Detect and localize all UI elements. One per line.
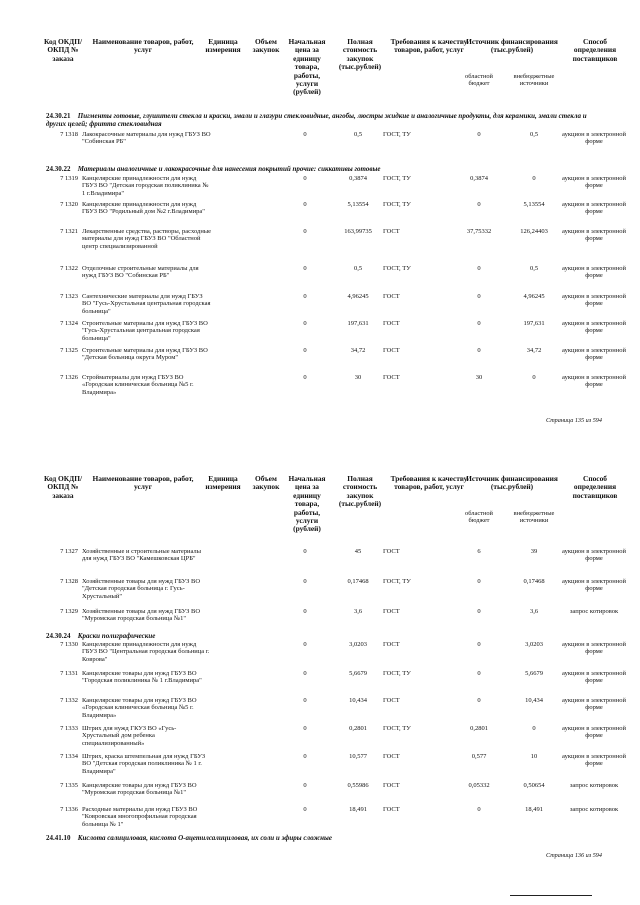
header-regional: областной бюджет [465, 510, 493, 524]
section-title: Кислота салициловая, кислота О-ацетилсалициловая, их соли и эфиры сложные [77, 834, 332, 842]
header-full-cost: Полная стоимость закупок (тыс.рублей) [338, 474, 382, 509]
extra-budget: 0 [532, 725, 536, 732]
order-number: 7 1327 [60, 548, 78, 555]
extra-budget: 0,17468 [523, 578, 545, 585]
procurement-method: аукцион в электронной форме [562, 347, 626, 362]
extra-budget: 5,6679 [525, 670, 543, 677]
unit-price: 0 [303, 670, 307, 677]
regional-budget: 30 [475, 374, 483, 381]
extra-budget: 10 [530, 753, 538, 760]
regional-budget: 0,05332 [468, 782, 490, 789]
section-code: 24.30.24 [46, 632, 71, 640]
procurement-method: аукцион в электронной форме [562, 265, 626, 280]
extra-budget: 4,96245 [523, 293, 545, 300]
order-number: 7 1330 [60, 641, 78, 648]
regional-budget: 0 [477, 608, 481, 615]
regional-budget: 0 [477, 670, 481, 677]
regional-budget: 0 [477, 697, 481, 704]
requirements: ГОСТ [383, 641, 400, 648]
unit-price: 0 [303, 806, 307, 813]
regional-budget: 0 [477, 201, 481, 208]
item-name: Хозяйственные товары для нужд ГБУЗ ВО "Детская городская больница г. Гусь-Хрустальный" [82, 578, 201, 600]
unit-price: 0 [303, 578, 307, 585]
requirements: ГОСТ, ТУ [383, 670, 411, 677]
unit-price: 0 [303, 228, 307, 235]
header-name: Наименование товаров, работ, услуг [92, 37, 194, 55]
regional-budget: 0 [477, 293, 481, 300]
requirements: ГОСТ [383, 374, 400, 381]
header-requirements: Требования к качеству товаров, работ, услуг [390, 37, 468, 55]
unit-price: 0 [303, 265, 307, 272]
order-number: 7 1336 [60, 806, 78, 813]
item-name: Канцелярские принадлежности для нужд ГБУЗ ВО "Центральная городская больница г. Коврова" [82, 641, 210, 663]
header-requirements: Требования к качеству товаров, работ, услуг [390, 474, 468, 492]
order-number: 7 1320 [60, 201, 78, 208]
requirements: ГОСТ, ТУ [383, 725, 411, 732]
requirements: ГОСТ [383, 608, 400, 615]
page-footer: Страница 135 из 594 [545, 417, 602, 424]
item-name: Строительные материалы для нужд ГБУЗ ВО "Гусь-Хрустальная центральная городская больница" [82, 320, 208, 342]
item-name: Канцелярские товары для нужд ГБУЗ ВО «Городская клиническая больница №5 г. Владимира» [82, 697, 197, 719]
header-source: Источник финансирования (тыс.рублей) [466, 37, 558, 55]
item-name: Канцелярские товары для нужд ГБУЗ ВО "Городская поликлиника № 1 г.Владимира" [82, 670, 202, 685]
procurement-method: аукцион в электронной форме [562, 175, 626, 190]
procurement-method: запрос котировок [569, 608, 619, 615]
section-heading [46, 165, 606, 173]
unit-price: 0 [303, 293, 307, 300]
item-name: Штрих для нужд ГКУЗ ВО «Гусь-Хрустальный дом ребенка специализированный» [82, 725, 177, 747]
page-136 [0, 440, 640, 905]
requirements: ГОСТ [383, 697, 400, 704]
item-name: Расходные материалы для нужд ГБУЗ ВО "Ковровская многопрофильная городская больница № 1" [82, 806, 198, 828]
item-name: Канцелярские товары для нужд ГБУЗ ВО "Муромская городская больница №1" [82, 782, 197, 797]
regional-budget: 0 [477, 131, 481, 138]
procurement-method: аукцион в электронной форме [562, 670, 626, 685]
extra-budget: 0 [532, 175, 536, 182]
procurement-method: аукцион в электронной форме [562, 753, 626, 768]
item-name: Канцелярские принадлежности для нужд ГБУЗ ВО "Родильный дом №2 г.Владимира" [82, 201, 205, 216]
header-name: Наименование товаров, работ, услуг [92, 474, 194, 492]
procurement-method: аукцион в электронной форме [562, 641, 626, 656]
item-name: Штрих, краска штемпельная для нужд ГБУЗ ВО "Детская городская поликлиника № 1 г. Владимира" [82, 753, 206, 775]
extra-budget: 3,6 [529, 608, 539, 615]
procurement-method: аукцион в электронной форме [562, 293, 626, 308]
regional-budget: 0 [477, 265, 481, 272]
full-cost: 30 [354, 374, 362, 381]
header-price: Начальная цена за единицу товара, работы, услуги (рублей) [288, 474, 326, 534]
procurement-method: аукцион в электронной форме [562, 548, 626, 563]
order-number: 7 1331 [60, 670, 78, 677]
full-cost: 45 [354, 548, 362, 555]
regional-budget: 37,75332 [466, 228, 492, 235]
unit-price: 0 [303, 320, 307, 327]
full-cost: 10,577 [349, 753, 367, 760]
regional-budget: 6 [477, 548, 481, 555]
header-regional: областной бюджет [465, 73, 493, 87]
extra-budget: 5,13554 [523, 201, 545, 208]
unit-price: 0 [303, 641, 307, 648]
order-number: 7 1335 [60, 782, 78, 789]
header-extra: внебюджетные источники [513, 510, 555, 524]
extra-budget: 197,631 [523, 320, 545, 327]
page-edge-line [510, 895, 592, 896]
unit-price: 0 [303, 131, 307, 138]
procurement-method: аукцион в электронной форме [562, 201, 626, 216]
procurement-method: аукцион в электронной форме [562, 228, 626, 243]
regional-budget: 0,3874 [470, 175, 488, 182]
regional-budget: 0 [477, 347, 481, 354]
unit-price: 0 [303, 347, 307, 354]
extra-budget: 0 [532, 374, 536, 381]
full-cost: 3,6 [353, 608, 363, 615]
unit-price: 0 [303, 753, 307, 760]
requirements: ГОСТ, ТУ [383, 175, 411, 182]
section-heading [46, 632, 606, 640]
header-full-cost: Полная стоимость закупок (тыс.рублей) [338, 37, 382, 72]
section-title: Пигменты готовые, глушители стекла и краски, эмали и глазури стекловидные, ангобы, люстры жидкие и аналогичные продукты, для керамики, эмали стекла и других целей; фритта стекловидная [46, 112, 587, 128]
section-heading [46, 834, 606, 842]
section-code: 24.30.21 [46, 112, 71, 120]
order-number: 7 1329 [60, 608, 78, 615]
full-cost: 5,6679 [349, 670, 367, 677]
order-number: 7 1333 [60, 725, 78, 732]
section-title: Материалы аналогичные и лакокрасочные для нанесения покрытий прочие: сиккативы готовые [77, 165, 381, 173]
order-number: 7 1322 [60, 265, 78, 272]
order-number: 7 1332 [60, 697, 78, 704]
regional-budget: 0 [477, 641, 481, 648]
header-unit: Единица измерения [205, 474, 241, 492]
unit-price: 0 [303, 697, 307, 704]
page-135 [0, 0, 640, 440]
procurement-method: аукцион в электронной форме [562, 697, 626, 712]
requirements: ГОСТ [383, 293, 400, 300]
order-number: 7 1326 [60, 374, 78, 381]
full-cost: 197,631 [347, 320, 369, 327]
extra-budget: 39 [530, 548, 538, 555]
extra-budget: 0,50654 [523, 782, 545, 789]
header-volume: Объем закупок [252, 37, 280, 55]
header-extra: внебюджетные источники [513, 73, 555, 87]
extra-budget: 18,491 [525, 806, 543, 813]
item-name: Канцелярские принадлежности для нужд ГБУЗ ВО "Детская городская поликлиника № 1 г.Владимира" [82, 175, 209, 197]
requirements: ГОСТ [383, 347, 400, 354]
full-cost: 3,0203 [349, 641, 367, 648]
full-cost: 18,491 [349, 806, 367, 813]
requirements: ГОСТ, ТУ [383, 131, 411, 138]
extra-budget: 0,5 [529, 265, 539, 272]
full-cost: 4,96245 [347, 293, 369, 300]
item-name: Отделочные строительные материалы для нужд ГБУЗ ВО "Собинская РБ" [82, 265, 199, 280]
section-code: 24.41.10 [46, 834, 71, 842]
requirements: ГОСТ [383, 548, 400, 555]
item-name: Лакокрасочные материалы для нужд ГБУЗ ВО "Собинская РБ" [82, 131, 211, 146]
requirements: ГОСТ, ТУ [383, 265, 411, 272]
unit-price: 0 [303, 608, 307, 615]
procurement-method: запрос котировок [569, 806, 619, 813]
unit-price: 0 [303, 725, 307, 732]
header-price: Начальная цена за единицу товара, работы, услуги (рублей) [288, 37, 326, 97]
full-cost: 0,3874 [349, 175, 367, 182]
regional-budget: 0 [477, 320, 481, 327]
requirements: ГОСТ, ТУ [383, 578, 411, 585]
full-cost: 0,17468 [347, 578, 369, 585]
extra-budget: 126,24403 [520, 228, 548, 235]
order-number: 7 1334 [60, 753, 78, 760]
order-number: 7 1325 [60, 347, 78, 354]
header-code: Код ОКДП/ ОКПД № заказа [43, 474, 83, 500]
requirements: ГОСТ [383, 806, 400, 813]
page-footer: Страница 136 из 594 [545, 852, 602, 859]
extra-budget: 10,434 [525, 697, 543, 704]
requirements: ГОСТ [383, 753, 400, 760]
requirements: ГОСТ [383, 782, 400, 789]
order-number: 7 1323 [60, 293, 78, 300]
procurement-method: аукцион в электронной форме [562, 725, 626, 740]
order-number: 7 1319 [60, 175, 78, 182]
regional-budget: 0 [477, 578, 481, 585]
full-cost: 0,55986 [347, 782, 369, 789]
regional-budget: 0,2801 [470, 725, 488, 732]
full-cost: 34,72 [350, 347, 366, 354]
unit-price: 0 [303, 201, 307, 208]
item-name: Хозяйственные товары для нужд ГБУЗ ВО "Муромская городская больница №1" [82, 608, 201, 623]
item-name: Строительные материалы для нужд ГБУЗ ВО "Детская больница округа Муром" [82, 347, 208, 362]
full-cost: 0,2801 [349, 725, 367, 732]
procurement-method: аукцион в электронной форме [562, 578, 626, 593]
header-method: Способ определения поставщиков [572, 474, 618, 500]
procurement-method: аукцион в электронной форме [562, 320, 626, 335]
extra-budget: 34,72 [526, 347, 542, 354]
header-method: Способ определения поставщиков [572, 37, 618, 63]
header-source: Источник финансирования (тыс.рублей) [466, 474, 558, 492]
requirements: ГОСТ [383, 320, 400, 327]
requirements: ГОСТ, ТУ [383, 201, 411, 208]
item-name: Стройматериалы для нужд ГБУЗ ВО «Городская клиническая больница №5 г. Владимира» [82, 374, 194, 396]
full-cost: 10,434 [349, 697, 367, 704]
procurement-method: аукцион в электронной форме [562, 374, 626, 389]
order-number: 7 1328 [60, 578, 78, 585]
unit-price: 0 [303, 548, 307, 555]
header-volume: Объем закупок [252, 474, 280, 492]
extra-budget: 0,5 [529, 131, 539, 138]
unit-price: 0 [303, 175, 307, 182]
order-number: 7 1321 [60, 228, 78, 235]
header-unit: Единица измерения [205, 37, 241, 55]
order-number: 7 1324 [60, 320, 78, 327]
order-number: 7 1318 [60, 131, 78, 138]
item-name: Сантехнические материалы для нужд ГБУЗ ВО "Гусь-Хрустальная центральная городская больница" [82, 293, 211, 315]
section-code: 24.30.22 [46, 165, 71, 173]
requirements: ГОСТ [383, 228, 400, 235]
regional-budget: 0 [477, 806, 481, 813]
header-code: Код ОКДП/ ОКПД № заказа [43, 37, 83, 63]
section-title: Краски полиграфические [77, 632, 156, 640]
section-heading [46, 112, 606, 128]
item-name: Лекарственные средства, растворы, расходные материалы для нужд ГБУЗ ВО "Областной центр специализированной [82, 228, 212, 250]
procurement-method: запрос котировок [569, 782, 619, 789]
extra-budget: 3,0203 [525, 641, 543, 648]
unit-price: 0 [303, 782, 307, 789]
full-cost: 163,99735 [344, 228, 372, 235]
full-cost: 0,5 [353, 265, 363, 272]
procurement-method: аукцион в электронной форме [562, 131, 626, 146]
unit-price: 0 [303, 374, 307, 381]
full-cost: 0,5 [353, 131, 363, 138]
item-name: Хозяйственные и строительные материалы для нужд ГБУЗ ВО "Камешковская ЦРБ" [82, 548, 202, 563]
full-cost: 5,13554 [347, 201, 369, 208]
regional-budget: 0,577 [471, 753, 487, 760]
